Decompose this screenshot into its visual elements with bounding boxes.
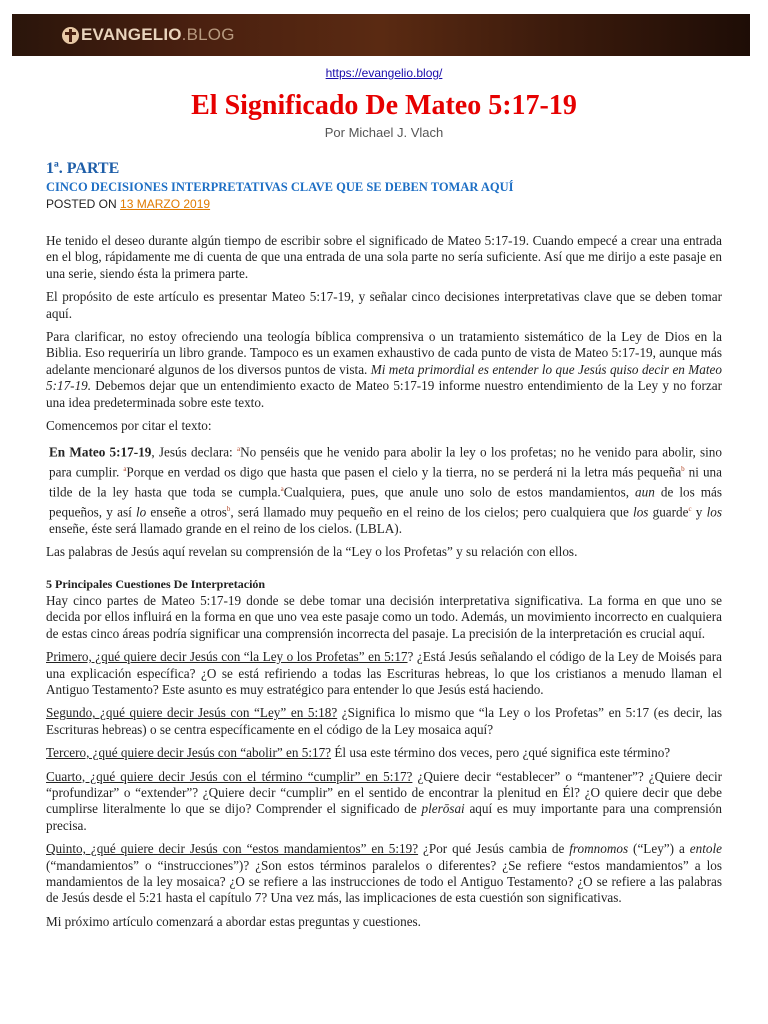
question-three: Tercero, ¿qué quiere decir Jesús con “abolir” en 5:17? Él usa este término dos veces, pero ¿qué significa este término? [46,745,671,761]
site-logo[interactable] [62,24,235,46]
question-two: Segundo, ¿qué quiere decir Jesús con “Ley” en 5:18? ¿Significa lo mismo que “la Ley o los Profetas” en 5:17 (es decir, las Escrituras hebreas) o se centra específicamente en el código de la Ley mosaica aquí? [46,705,722,737]
paragraph: Para clarificar, no estoy ofreciendo una teología bíblica comprensiva o un tratamiento sistemático de la Ley de Dios en la Biblia. Eso requeriría un libro grande. Tampoco es un examen exhaustivo de cada punto de vista de Mateo 5:17-19, aunque más adelante mencionaré algunos de los diversos puntos de vista. Mi meta primordial es entender lo que Jesús quiso decir en Mateo 5:17-19. Debemos dejar que un entendimiento exacto de Mateo 5:17-19 informe nuestro entendimiento de la Ley y no forzar una idea predeterminada sobre este texto. [46,329,722,410]
paragraph: Las palabras de Jesús aquí revelan su comprensión de la “Ley o los Profetas” y su relación con ellos. [46,544,578,560]
question-four: Cuarto, ¿qué quiere decir Jesús con el término “cumplir” en 5:17? ¿Quiere decir “establecer” o “mantener”? ¿Quiere decir “profundizar” o “extender”? ¿Quiere decir “cumplir” en el sentido de encontrar la plenitud en Él? ¿O quiere decir que debe cumplirse literalmente lo que se dijo? Comprender el significado de plerōsai aquí es muy importante para una comprensión precisa. [46,768,722,833]
paragraph: Mi próximo artículo comenzará a abordar estas preguntas y cuestiones. [46,913,421,929]
part-heading: 1ª. PARTE [46,160,120,177]
source-url [0,66,768,80]
paragraph: Comencemos por citar el texto: [46,418,212,434]
article-body [46,233,722,937]
footnote-marker: a [280,485,284,494]
section-heading: 5 Principales Cuestiones De Interpretación [46,577,266,592]
scripture-quote: En Mateo 5:17-19, Jesús declara: $^a$No penséis que he venido para abolir la ley o los profetas; no he venido para abolir, sino para cumplir. $^a$Porque en verdad os digo que hasta que pasen el cielo y la tierra, no se perderá ni la letra más pequeña$^b$ ni una tilde de la ley hasta que toda se cumpla.$^a$Cualquiera, pues, que anule uno solo de estos mandamientos, aun de los más pequeños, y así lo enseñe a otros$^b$, será llamado muy pequeño en el reino de los cielos; pero cualquiera que los guarde$^c$ y los enseñe, éste será llamado grande en el reino de los cielos. (LBLA). [49,444,722,536]
question-five: Quinto, ¿qué quiere decir Jesús con “estos mandamientos” en 5:19? ¿Por qué Jesús cambia de fromnomos (“Ley”) a entole (“mandamientos” o “instrucciones”)? ¿Son estos términos paralelos o diferentes? ¿Se refiere “estos mandamientos” a los mandamientos de la ley mosaica? ¿O se refiere a las instrucciones de todo el Antiguo Testamento? ¿O se refiere a las palabras de Jesús desde el 5:21 hasta el capítulo 7? Una vez más, las implicaciones de esta cuestión son significativas. [46,841,722,906]
posted-date-link[interactable]: 13 MARZO 2019 [120,197,211,211]
paragraph: El propósito de este artículo es presentar Mateo 5:17-19, y señalar cinco decisiones interpretativas clave que se deben tomar aquí. [46,289,722,321]
article-subtitle: CINCO DECISIONES INTERPRETATIVAS CLAVE QUE SE DEBEN TOMAR AQUÍ [46,180,514,194]
scripture-reference: En Mateo 5:17-19 [49,444,152,460]
footnote-marker: a [123,465,127,474]
source-url-link[interactable]: https://evangelio.blog/ [325,66,443,80]
page-title: El Significado De Mateo 5:17-19 [191,90,577,121]
site-banner[interactable] [12,14,750,56]
paragraph: He tenido el deseo durante algún tiempo de escribir sobre el significado de Mateo 5:17-19. Cuando empecé a crear una entrada en el blog, rápidamente me di cuenta de que una entrada de una sola parte no sería suficiente. Así que me dirijo a este pasaje en una serie, siendo ésta la primera parte. [46,233,722,281]
posted-label: POSTED ON [46,197,117,211]
footnote-marker: b [681,465,685,474]
author-byline: Por Michael J. Vlach [324,125,444,140]
logo-text: EVANGELIO.BLOG [81,25,235,44]
footnote-marker: a [237,445,241,454]
posted-on [46,197,736,211]
question-one: Primero, ¿qué quiere decir Jesús con “la Ley o los Profetas” en 5:17? ¿Está Jesús señalando el código de la Ley de Moisés para una explicación específica? ¿O se está refiriendo a todas las Escrituras hebreas, lo que los cristianos a menudo llaman el Antiguo Testamento? Este asunto es muy estratégico para entender lo que Jesús está haciendo. [46,649,722,697]
paragraph: Hay cinco partes de Mateo 5:17-19 donde se debe tomar una decisión interpretativa significativa. La forma en que uno se decida por ellos influirá en la forma en que uno vea este pasaje como un todo. Además, un movimiento incorrecto en cualquiera de estas cinco áreas podría significar una comprensión incorrecta del pasaje. La precisión de la interpretación es crucial aquí. [46,592,722,641]
footnote-marker: c [688,504,692,513]
emphasis-text: Mi meta primordial es entender lo que Jesús quiso decir en Mateo 5:17-19. [46,361,722,394]
footnote-marker: b [226,504,231,513]
cross-logo-icon [62,27,79,44]
